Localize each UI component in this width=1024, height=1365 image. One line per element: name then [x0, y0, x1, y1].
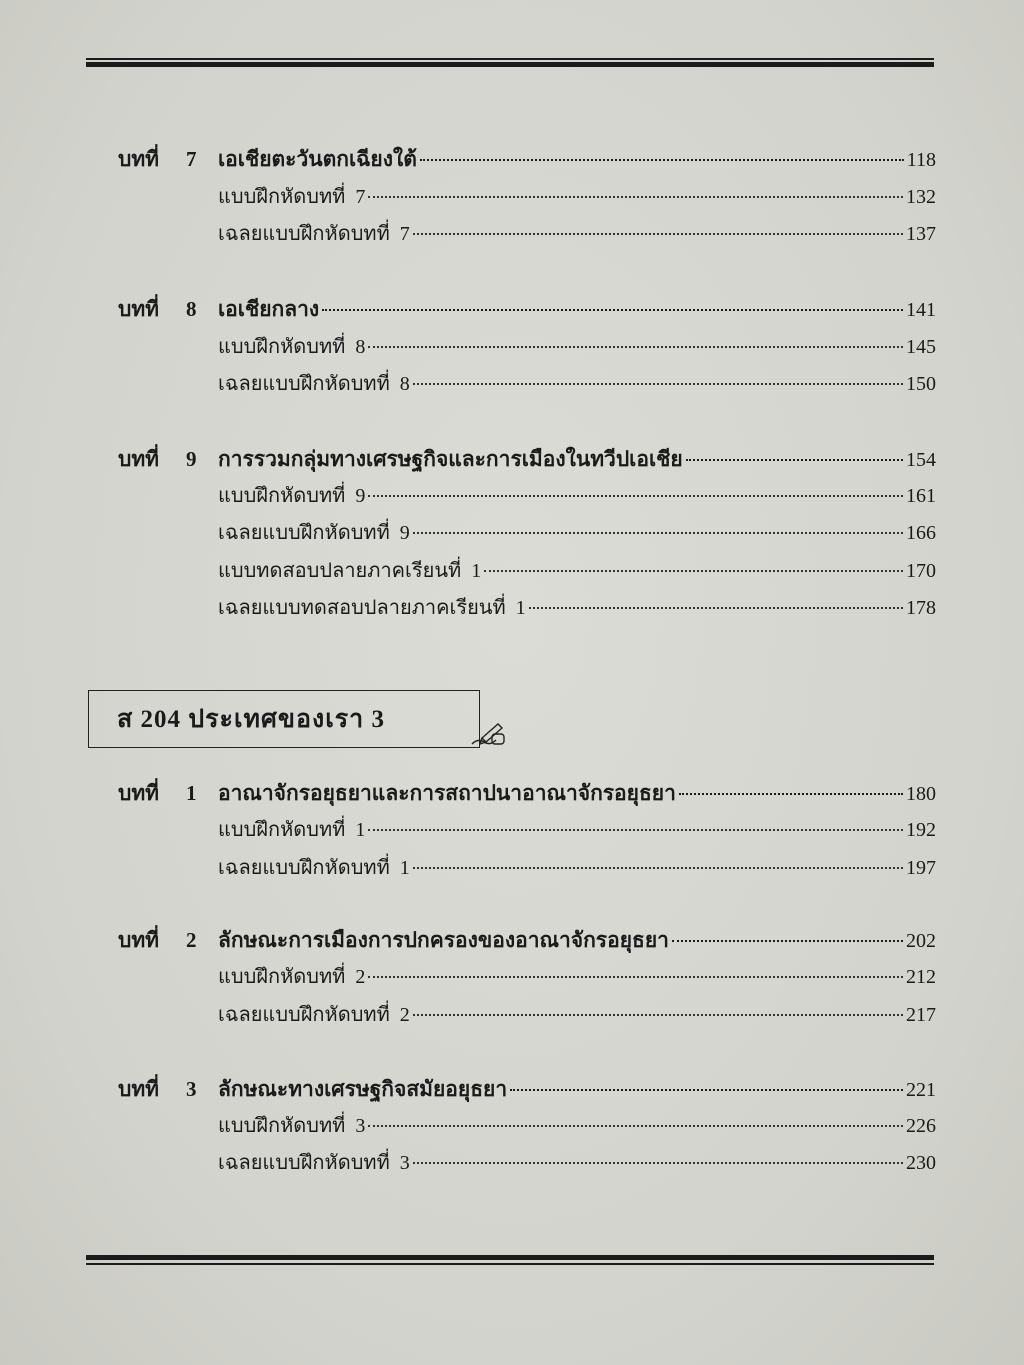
page-number: 202 [906, 930, 936, 952]
entry-number: 3 [355, 1115, 366, 1137]
chapter-label: บทที่ [118, 928, 160, 952]
page-number: 180 [906, 783, 936, 805]
dot-leader [420, 159, 904, 161]
entry-number: 2 [399, 1004, 410, 1026]
page-number: 217 [906, 1004, 936, 1026]
dot-leader [413, 1162, 903, 1164]
entry-title: เฉลยแบบฝึกหัดบทที่ [218, 223, 390, 245]
page-number: 141 [906, 299, 936, 321]
page-number: 178 [906, 597, 936, 619]
page-number: 166 [906, 522, 936, 544]
page-number: 212 [906, 966, 936, 988]
toc-exercise-7[interactable] [218, 181, 936, 213]
entry-number: 8 [355, 336, 366, 358]
entry-title: เฉลยแบบฝึกหัดบทที่ [218, 1152, 390, 1174]
dot-leader [510, 1089, 903, 1091]
entry-number: 7 [355, 186, 366, 208]
dot-leader [368, 196, 903, 198]
dot-leader [322, 309, 903, 311]
toc-chapter-7[interactable] [118, 143, 936, 175]
chapter-number: 1 [186, 781, 197, 805]
entry-title: เฉลยแบบฝึกหัดบทที่ [218, 373, 390, 395]
toc-final-test[interactable] [218, 555, 936, 587]
toc-answer-8[interactable] [218, 368, 936, 400]
toc-answer-9[interactable] [218, 517, 936, 549]
chapter-number: 3 [186, 1077, 197, 1101]
chapter-label: บทที่ [118, 147, 160, 171]
page-number: 145 [906, 336, 936, 358]
entry-title: แบบทดสอบปลายภาคเรียนที่ [218, 560, 462, 582]
entry-number: 7 [399, 223, 410, 245]
dot-leader [529, 607, 903, 609]
entry-title: แบบฝึกหัดบทที่ [218, 485, 346, 507]
toc-answer-7[interactable] [218, 218, 936, 250]
dot-leader [368, 829, 903, 831]
entry-title: เฉลยแบบทดสอบปลายภาคเรียนที่ [218, 597, 506, 619]
toc-answer-1[interactable] [218, 852, 936, 884]
pen-writing-icon [468, 720, 508, 748]
page-number: 154 [906, 449, 936, 471]
entry-number: 3 [399, 1152, 410, 1174]
dot-leader [413, 867, 903, 869]
page-number: 118 [906, 149, 936, 171]
entry-title: แบบฝึกหัดบทที่ [218, 336, 346, 358]
toc-chapter-9[interactable] [118, 443, 936, 475]
entry-number: 8 [399, 373, 410, 395]
chapter-title: ลักษณะการเมืองการปกครองของอาณาจักรอยุธยา [218, 928, 669, 952]
entry-title: เฉลยแบบฝึกหัดบทที่ [218, 1004, 390, 1026]
chapter-number: 9 [186, 447, 197, 471]
chapter-number: 7 [186, 147, 197, 171]
dot-leader [413, 233, 903, 235]
dot-leader [484, 570, 903, 572]
toc-chapter-1[interactable] [118, 777, 936, 809]
page-number: 192 [906, 819, 936, 841]
entry-title: เฉลยแบบฝึกหัดบทที่ [218, 522, 390, 544]
toc-exercise-9[interactable] [218, 480, 936, 512]
chapter-title: เอเชียตะวันตกเฉียงใต้ [218, 147, 417, 171]
toc-exercise-3[interactable] [218, 1110, 936, 1142]
page-number: 230 [906, 1152, 936, 1174]
entry-title: แบบฝึกหัดบทที่ [218, 1115, 346, 1137]
entry-number: 9 [355, 485, 366, 507]
toc-exercise-2[interactable] [218, 961, 936, 993]
entry-title: แบบฝึกหัดบทที่ [218, 186, 346, 208]
toc-exercise-8[interactable] [218, 331, 936, 363]
dot-leader [413, 383, 903, 385]
dot-leader [368, 976, 903, 978]
page-number: 161 [906, 485, 936, 507]
chapter-title: อาณาจักรอยุธยาและการสถาปนาอาณาจักรอยุธยา [218, 781, 676, 805]
entry-number: 1 [471, 560, 482, 582]
toc-answer-2[interactable] [218, 999, 936, 1031]
chapter-title: การรวมกลุ่มทางเศรษฐกิจและการเมืองในทวีปเอเชีย [218, 447, 683, 471]
page-number: 226 [906, 1115, 936, 1137]
chapter-title: เอเชียกลาง [218, 297, 320, 321]
toc-answer-3[interactable] [218, 1147, 936, 1179]
entry-title: แบบฝึกหัดบทที่ [218, 819, 346, 841]
top-rule [86, 58, 934, 67]
bottom-rule [86, 1255, 934, 1265]
dot-leader [413, 532, 903, 534]
toc-chapter-3[interactable] [118, 1073, 936, 1105]
page-number: 170 [906, 560, 936, 582]
entry-number: 2 [355, 966, 366, 988]
page-number: 137 [906, 223, 936, 245]
toc-chapter-8[interactable] [118, 293, 936, 325]
chapter-number: 2 [186, 928, 197, 952]
page-number: 132 [906, 186, 936, 208]
dot-leader [672, 940, 903, 942]
chapter-label: บทที่ [118, 1077, 160, 1101]
entry-title: เฉลยแบบฝึกหัดบทที่ [218, 857, 390, 879]
page-number: 150 [906, 373, 936, 395]
chapter-title: ลักษณะทางเศรษฐกิจสมัยอยุธยา [218, 1077, 508, 1101]
page-number: 197 [906, 857, 936, 879]
section-heading-box [88, 690, 480, 748]
dot-leader [368, 495, 903, 497]
chapter-label: บทที่ [118, 447, 160, 471]
entry-number: 9 [399, 522, 410, 544]
entry-title: แบบฝึกหัดบทที่ [218, 966, 346, 988]
dot-leader [413, 1014, 903, 1016]
dot-leader [368, 346, 903, 348]
entry-number: 1 [515, 597, 526, 619]
chapter-label: บทที่ [118, 297, 160, 321]
chapter-label: บทที่ [118, 781, 160, 805]
dot-leader [368, 1125, 903, 1127]
dot-leader [686, 459, 903, 461]
toc-chapter-2[interactable] [118, 924, 936, 956]
page-number: 221 [906, 1079, 936, 1101]
toc-exercise-1[interactable] [218, 814, 936, 846]
section-title: ส 204 ประเทศของเรา 3 [117, 706, 385, 733]
entry-number: 1 [355, 819, 366, 841]
toc-final-test-answer[interactable] [218, 592, 936, 624]
dot-leader [679, 793, 903, 795]
chapter-number: 8 [186, 297, 197, 321]
entry-number: 1 [399, 857, 410, 879]
